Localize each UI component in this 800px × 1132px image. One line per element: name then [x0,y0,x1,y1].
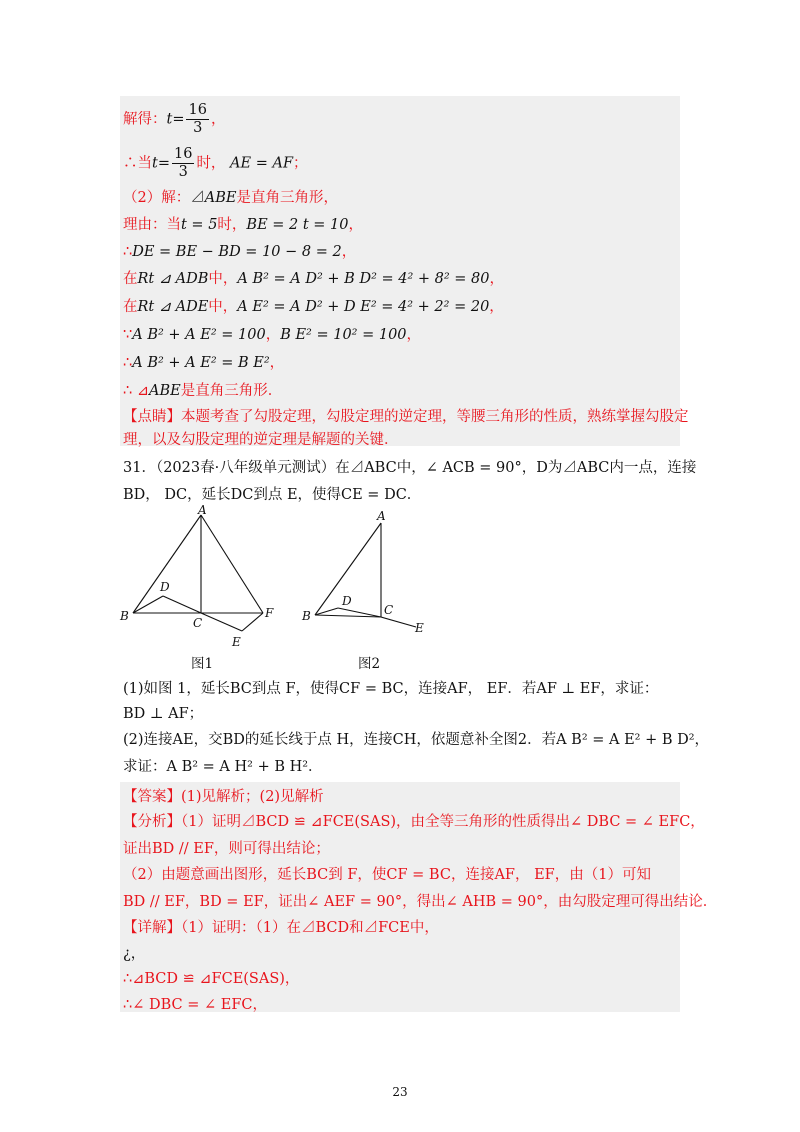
fig2-point-e: E [415,621,424,635]
solution-line-8: ∵A B² + A E² = 100，B E² = 10² = 100， [123,327,422,343]
question-line-2: BD， DC，延长DC到点 E，使得CE = DC． [123,487,422,503]
solution-line-5: ∴DE = BE − BD = 10 − 8 = 2， [123,244,357,260]
fig1-point-a: A [198,505,207,517]
analysis-line-2: 证出BD // EF，则可得出结论； [123,841,330,857]
solution-line-3: （2）解：⊿ABE是直角三角形， [123,190,338,206]
detail-line-3: ∴⊿BCD ≌ ⊿FCE(SAS)， [123,971,300,987]
part1-line-1: (1)如图 1，延长BC到点 F，使得CF = BC，连接AF， EF．若AF ⊥ EF，求证： [123,681,659,697]
analysis-line-1: 【分析】（1）证明⊿BCD ≌ ⊿FCE(SAS)，由全等三角形的性质得出∠ DBC = ∠ EFC， [123,814,705,830]
fig1-point-d: D [160,580,170,594]
part1-line-2: BD ⊥ AF； [123,706,204,722]
fig1-point-f: F [265,606,274,620]
solution-line-6: 在Rt ⊿ ADB中，A B² = A D² + B D² = 4² + 8² = 80， [123,271,505,287]
detail-line-2: ¿， [123,946,146,962]
analysis-line-4: BD // EF，BD = EF，证出∠ AEF = 90°，得出∠ AHB = 90°，由勾股定理可得出结论． [123,894,718,910]
part2-line-2: 求证：A B² = A H² + B H²． [123,759,323,775]
comment-line-1: 【点睛】本题考查了勾股定理，勾股定理的逆定理，等腰三角形的性质，熟练掌握勾股定 [123,409,689,425]
figure-2 [300,505,435,640]
fig2-point-d: D [342,594,352,608]
solution-line-4: 理由：当t = 5时，BE = 2 t = 10， [123,217,364,233]
solution-line-9: ∴A B² + A E² = B E²， [123,355,285,371]
fig2-point-a: A [377,509,386,523]
figure-1 [115,505,290,650]
page-number: 23 [392,1085,408,1099]
answer-line-1: 【答案】(1)见解析；(2)见解析 [123,789,324,805]
figure-1-label: 图1 [191,656,214,672]
comment-line-2: 理，以及勾股定理的逆定理是解题的关键． [123,432,399,448]
solution-line-1: 解得：t= $\frac{16}{3}$ ， [123,102,226,136]
detail-line-4: ∴∠ DBC = ∠ EFC， [123,997,267,1013]
fig1-point-c: C [193,616,203,630]
fig2-point-c: C [384,603,394,617]
question-line-1: 31．（2023春·八年级单元测试）在⊿ABC中，∠ ACB = 90°，D为⊿ABC内一点，连接 [123,460,697,476]
solution-line-7: 在Rt ⊿ ADE中，A E² = A D² + D E² = 4² + 2² = 20， [123,299,504,315]
solution-line-10: ∴ ⊿ABE是直角三角形． [123,383,283,399]
fig2-point-b: B [302,609,311,623]
fig1-point-b: B [120,609,129,623]
analysis-line-3: （2）由题意画出图形，延长BC到 F，使CF = BC，连接AF， EF，由（1）可知 [123,867,651,883]
solution-line-2: ∴当t= $\frac{16}{3}$ 时， AE = AF； [123,146,308,180]
part2-line-1: (2)连接AE，交BD的延长线于点 H，连接CH，依题意补全图2．若A B² = A E² + B D²， [123,732,710,748]
figure-2-label: 图2 [358,656,381,672]
detail-line-1: 【详解】（1）证明：（1）在⊿BCD和⊿FCE中， [123,920,439,936]
fig1-point-e: E [232,635,241,649]
